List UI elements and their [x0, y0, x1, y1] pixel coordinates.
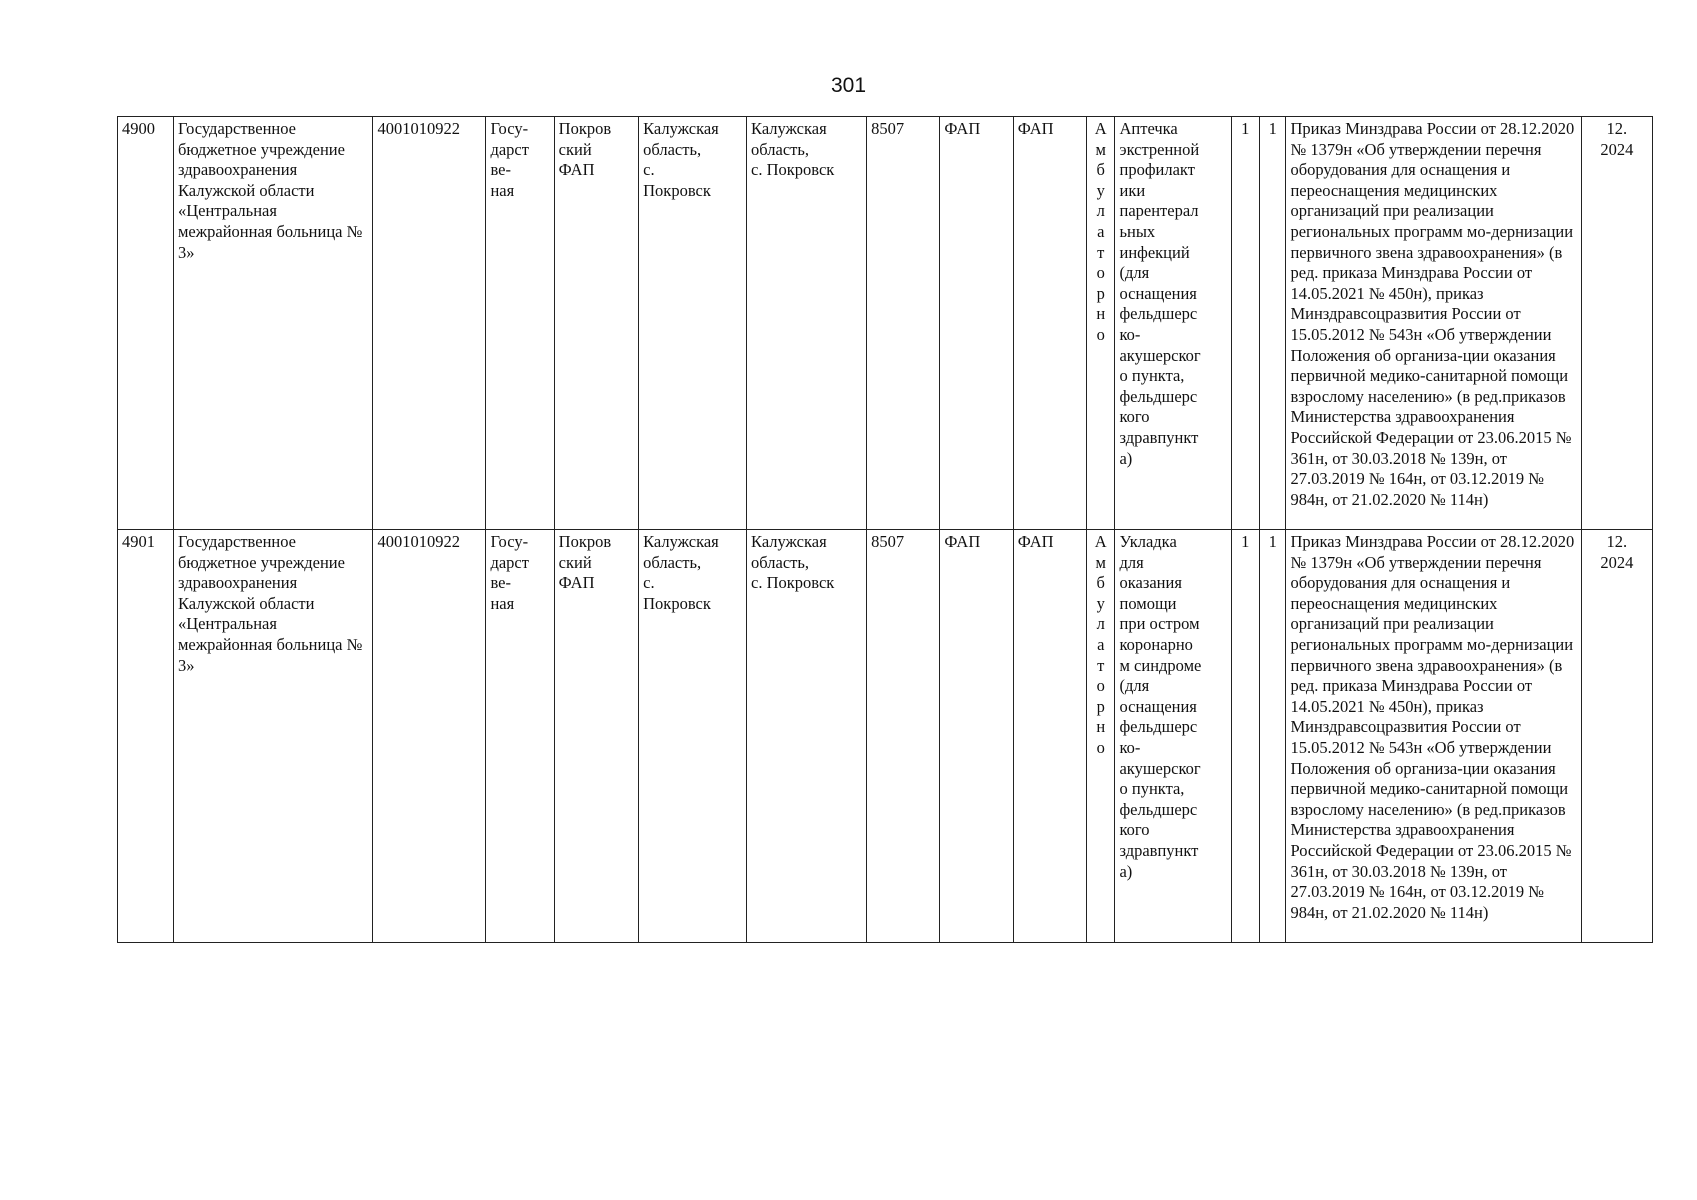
location-cell: Калужская область, с. Покровск: [639, 530, 747, 943]
quantity-cell-1: 1: [1231, 530, 1260, 943]
legal-basis-cell: Приказ Минздрава России от 28.12.2020 № 1379н «Об утверждении перечня оборудования для оснащения и переоснащения медицинских организаций при реализации региональных программ мо-дернизации первичного звена здравоохранения» (в ред. приказа Минздрава России от 14.05.2021 № 450н), приказ Минздравсоцразвития России от 15.05.2012 № 543н «Об утверждении Положения об организа-ции оказания первичной медико-санитарной помощи взрослому населению» (в ред.приказов Министерства здравоохранения Российской Федерации от 23.06.2015 № 361н, от 30.03.2018 № 139н, от 27.03.2019 № 164н, от 03.12.2019 № 984н, от 21.02.2020 № 114н): [1286, 117, 1581, 530]
quantity-cell-2: 1: [1260, 530, 1286, 943]
code-cell: 8507: [867, 530, 940, 943]
quantity-cell-1: 1: [1231, 117, 1260, 530]
date-cell: 12. 2024: [1581, 117, 1652, 530]
type-cell-1: ФАП: [940, 117, 1013, 530]
quantity-cell-2: 1: [1260, 117, 1286, 530]
unit-name-cell: Покров ский ФАП: [554, 117, 638, 530]
condition-vertical-text: А м б у л а т о р н о: [1086, 117, 1115, 530]
registry-table: [117, 116, 1653, 943]
date-cell: 12. 2024: [1581, 530, 1652, 943]
condition-vertical-text: А м б у л а т о р н о: [1086, 530, 1115, 943]
location-cell: Калужская область, с. Покровск: [639, 117, 747, 530]
row-number: 4900: [118, 117, 174, 530]
ownership-cell: Госу- дарст ве- ная: [486, 530, 554, 943]
organization-name: Государственное бюджетное учреждение здравоохранения Калужской области «Центральная межрайонная больница № 3»: [173, 530, 373, 943]
table-row: [118, 530, 1653, 943]
code-cell: 8507: [867, 117, 940, 530]
inn-cell: 4001010922: [373, 117, 486, 530]
address-cell: Калужская область, с. Покровск: [747, 117, 867, 530]
type-cell-2: ФАП: [1013, 117, 1086, 530]
equipment-cell: Укладка для оказания помощи при остром коронарно м синдроме (для оснащения фельдшерс ко- акушерског о пункта, фельдшерс кого здравпункт а): [1115, 530, 1231, 943]
row-number: 4901: [118, 530, 174, 943]
legal-basis-cell: Приказ Минздрава России от 28.12.2020 № 1379н «Об утверждении перечня оборудования для оснащения и переоснащения медицинских организаций при реализации региональных программ мо-дернизации первичного звена здравоохранения» (в ред. приказа Минздрава России от 14.05.2021 № 450н), приказ Минздравсоцразвития России от 15.05.2012 № 543н «Об утверждении Положения об организа-ции оказания первичной медико-санитарной помощи взрослому населению» (в ред.приказов Министерства здравоохранения Российской Федерации от 23.06.2015 № 361н, от 30.03.2018 № 139н, от 27.03.2019 № 164н, от 03.12.2019 № 984н, от 21.02.2020 № 114н): [1286, 530, 1581, 943]
organization-name: Государственное бюджетное учреждение здравоохранения Калужской области «Центральная межрайонная больница № 3»: [173, 117, 373, 530]
inn-cell: 4001010922: [373, 530, 486, 943]
equipment-cell: Аптечка экстренной профилакт ики парентерал ьных инфекций (для оснащения фельдшерс ко- акушерског о пункта, фельдшерс кого здравпункт а): [1115, 117, 1231, 530]
type-cell-1: ФАП: [940, 530, 1013, 943]
page-number: 301: [830, 74, 867, 97]
ownership-cell: Госу- дарст ве- ная: [486, 117, 554, 530]
type-cell-2: ФАП: [1013, 530, 1086, 943]
table-row: [118, 117, 1653, 530]
address-cell: Калужская область, с. Покровск: [747, 530, 867, 943]
unit-name-cell: Покров ский ФАП: [554, 530, 638, 943]
